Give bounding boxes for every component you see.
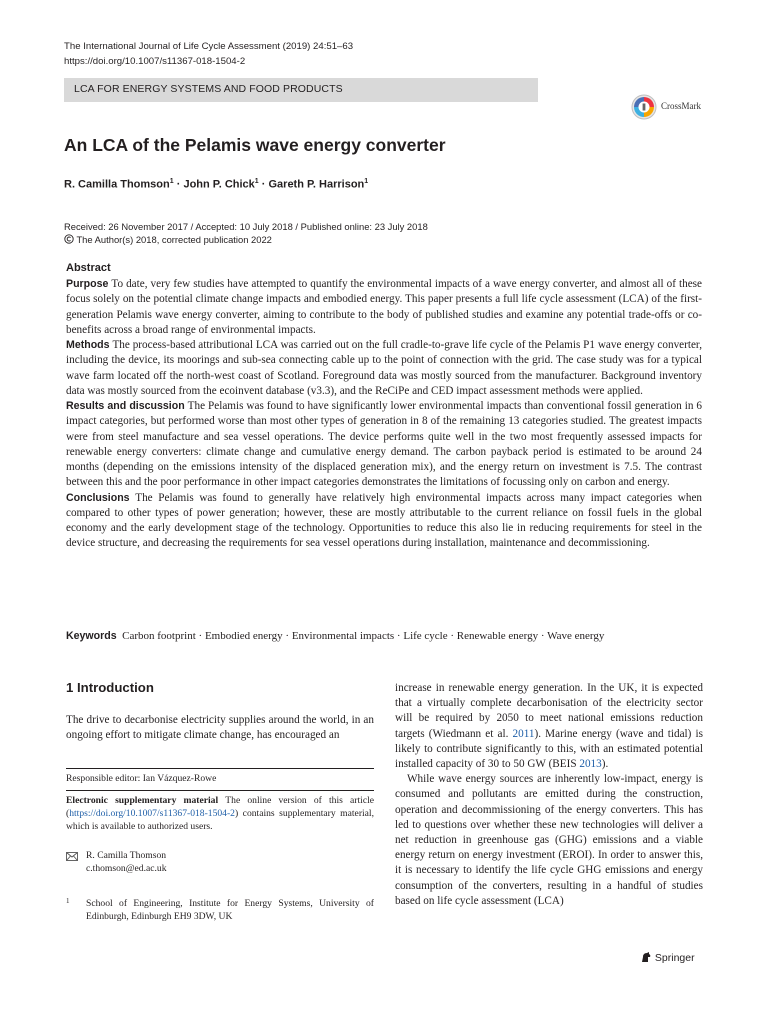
keyword[interactable]: Environmental impacts <box>291 630 395 642</box>
esm-note <box>66 794 374 833</box>
keyword-separator: · <box>394 630 404 642</box>
author-separator: · <box>176 178 181 191</box>
affiliation-number: 1 <box>66 897 70 905</box>
publisher-name: Springer <box>654 952 695 964</box>
author-name[interactable]: R. Camilla Thomson <box>64 178 170 191</box>
author-separator: · <box>261 178 266 191</box>
abstract-results <box>66 399 702 491</box>
section-banner <box>64 78 538 102</box>
keyword-separator: · <box>538 630 548 642</box>
keyword-separator: · <box>447 630 457 642</box>
crossmark-label: CrossMark <box>661 101 701 111</box>
affiliation-marker: 1 <box>254 178 259 185</box>
purpose-text: To date, very few studies have attempted to quantify the environmental impacts of a wave energy converter, and almost all of these focus solely on the potential climate change impacts and embodied energy. This paper presents a full life cycle assessment (LCA) of the first-generation Pelamis wave energy converter, aiming to contribute to the body of published studies and examine any potential trade-offs or co-benefits across a broad range of environmental impacts. <box>66 278 702 336</box>
keywords <box>66 630 604 642</box>
article-title: An LCA of the Pelamis wave energy converter <box>64 135 446 155</box>
copyright-line <box>64 233 428 246</box>
corresponding-name: R. Camilla Thomson <box>86 850 167 861</box>
author-name[interactable]: John P. Chick <box>183 178 255 191</box>
corresponding-email[interactable]: c.thomson@ed.ac.uk <box>86 863 167 874</box>
esm-text: ) contains supplementary material, which is available to authorized users. <box>66 808 374 832</box>
purpose-label: Purpose <box>66 278 109 290</box>
affiliation-marker: 1 <box>169 178 174 185</box>
publisher-logo <box>640 951 695 964</box>
citation-link[interactable]: 2011 <box>512 727 535 740</box>
paragraph-text: ). Marine energy (wave and tidal) is likely to contribute significantly to this, with an estimated potential installed capacity of 30 to 50 GW (BEIS <box>395 727 703 771</box>
esm-label: Electronic supplementary material <box>66 795 219 806</box>
affiliation <box>66 897 374 923</box>
author-list <box>64 178 368 191</box>
author-name[interactable]: Gareth P. Harrison <box>268 178 365 191</box>
keyword[interactable]: Renewable energy <box>456 630 539 642</box>
conclusions-label: Conclusions <box>66 491 130 504</box>
keyword[interactable]: Wave energy <box>547 630 605 642</box>
keyword[interactable]: Embodied energy <box>204 630 283 642</box>
journal-citation: The International Journal of Life Cycle Assessment (2019) 24:51–63 <box>64 41 354 52</box>
intro-paragraph: While wave energy sources are inherently low-impact, energy is consumed and pollutants are emitted during the construction, operation and decommissioning of the energy converters. This has led to questions over whether these new technologies will deliver a net reduction in greenhouse gas (GHG) emissions and a viable energy return on energy investment (EROI). In order to answer this, it is necessary to identify the life cycle GHG emissions and energy consumption of the converters, resulting in a handful of studies based on life cycle assessment (LCA) <box>395 773 703 907</box>
affiliation-marker: 1 <box>364 178 369 185</box>
keyword[interactable]: Life cycle <box>403 630 448 642</box>
article-dates: Received: 26 November 2017 / Accepted: 10 July 2018 / Published online: 23 July 2018 <box>64 221 428 232</box>
esm-link[interactable]: https://doi.org/10.1007/s11367-018-1504-2 <box>69 808 235 819</box>
citation-link[interactable]: 2013 <box>579 758 602 771</box>
responsible-editor: Responsible editor: Ian Vázquez-Rowe <box>66 773 217 784</box>
abstract-conclusions <box>66 491 702 552</box>
intro-paragraph <box>395 681 703 772</box>
section-label: LCA FOR ENERGY SYSTEMS AND FOOD PRODUCTS <box>74 83 343 95</box>
results-text: The Pelamis was found to have significantly lower environmental impacts than conventional fossil generation in 6 impact categories, but performed worse than most other types of generation in 8 of the remaining 13 categories studied. The greatest impacts were from steel manufacture and sea vessel operations. The device performs quite well in the two most frequently assessed impacts for renewable energy converters: climate change and cumulative energy demand. The carbon payback period is estimated to be around 24 months (depending on the emissions intensity of the displaced generation mix), and the energy return on investment is 7.5. The contrast between this and the poor performance in other impact categories demonstrates the limitations of focussing only on carbon and energy. <box>66 400 703 489</box>
abstract-body <box>66 277 702 552</box>
affiliation-text: School of Engineering, Institute for Energy Systems, University of Edinburgh, Edinburgh EH9 3DW, UK <box>86 898 374 922</box>
springer-horse-icon <box>640 951 652 963</box>
abstract-purpose <box>66 277 702 338</box>
methods-text: The process-based attributional LCA was carried out on the full cradle-to-grave life cycle of the Pelamis P1 wave energy converter, including the device, its moorings and sub-sea connecting cable up to the point of connection with the grid. The case study was for a typical wave farm located off the north-west coast of Scotland. Foreground data was mostly sourced from the manufacturer. Background inventory data was mostly sourced from the ecoinvent database (v3.3), and the ReCiPe and CED impact assessment methods were applied. <box>66 339 703 397</box>
keyword[interactable]: Carbon footprint <box>122 630 196 642</box>
results-label: Results and discussion <box>66 400 185 412</box>
envelope-icon <box>66 852 78 861</box>
copyright-text: The Author(s) 2018, corrected publication 2022 <box>76 234 272 245</box>
corresponding-author <box>66 849 374 875</box>
doi-link[interactable]: https://doi.org/10.1007/s11367-018-1504-2 <box>64 56 246 67</box>
paragraph-text: ). <box>601 758 609 771</box>
crossmark-icon <box>631 94 657 120</box>
article-history <box>64 220 428 246</box>
section-heading-introduction: 1 Introduction <box>66 680 154 695</box>
abstract-methods <box>66 338 702 399</box>
keywords-label: Keywords <box>66 630 117 642</box>
methods-label: Methods <box>66 339 110 351</box>
footnote-divider <box>66 768 374 769</box>
intro-paragraph-left: The drive to decarbonise electricity supplies around the world, in an ongoing effort to mitigate climate change, has encouraged an <box>66 714 374 742</box>
esm-text: The online version of this article ( <box>66 795 374 819</box>
keyword-separator: · <box>195 630 205 642</box>
crossmark-badge[interactable] <box>631 92 711 122</box>
footnote-divider <box>66 790 374 791</box>
open-access-icon <box>64 234 74 244</box>
paragraph-text: increase in renewable energy generation. In the UK, it is expected that a virtually complete decarbonisation of the electricity sector will be required by 2050 to meet national emissions reduction targets (Wiedmann et al. <box>395 682 703 740</box>
conclusions-text: The Pelamis was found to generally have relatively high environmental impacts across many impact categories when compared to other types of power generation; however, these are mostly attributable to the current reliance on fossil fuels in the global economy and the early development stage of the technology. Opportunities to reduce this also lie in reducing requirements for steel in the device structure, and decreasing the requirements for sea vessel operations during installation, maintenance and decommissioning. <box>66 491 703 550</box>
keyword-separator: · <box>282 630 292 642</box>
intro-right-column <box>395 681 703 909</box>
abstract-heading: Abstract <box>66 262 111 274</box>
